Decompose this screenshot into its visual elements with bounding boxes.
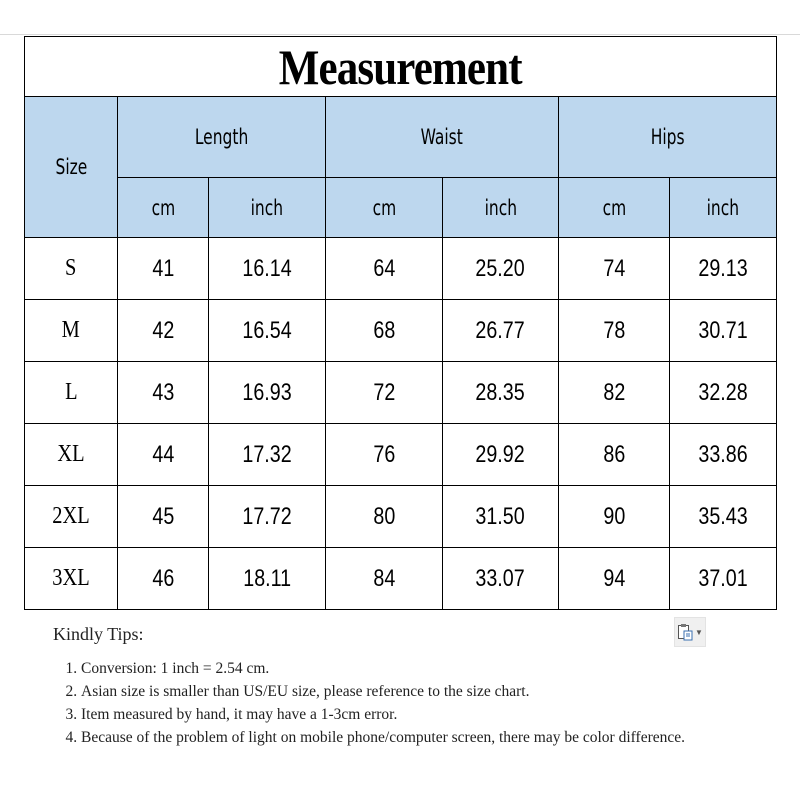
value-cell [443,548,559,610]
value-cell [559,486,670,548]
value-cell [443,424,559,486]
cell-value: 28.35 [475,378,526,406]
chevron-down-icon: ▼ [695,627,703,637]
table-row [25,238,777,300]
table-row [25,548,777,610]
cell-value: 94 [603,564,625,592]
table-row [25,362,777,424]
unit-header-cell [326,178,443,238]
cell-value: 16.54 [242,316,292,344]
cell-value: 80 [373,502,395,530]
tips-title: Kindly Tips: [53,624,144,644]
group-header-length [118,97,326,178]
unit-header-cell [443,178,559,238]
tips-list [53,657,753,749]
size-header-cell [25,97,118,238]
group-header-hips [559,97,777,178]
unit-header-cell [209,178,326,238]
unit-label: cm [151,195,175,220]
tip-item: 2. Asian size is smaller than US/EU size, please reference to the size chart. [81,680,753,703]
size-label: XL [57,441,85,467]
cell-value: 35.43 [698,502,748,530]
size-chart-table [24,36,777,610]
size-cell [25,238,118,300]
value-cell [209,362,326,424]
cell-value: 25.20 [475,254,526,282]
table-title: Measurement [279,38,522,95]
cell-value: 42 [152,316,174,344]
table-row [25,424,777,486]
unit-label: cm [602,195,626,220]
value-cell [443,238,559,300]
cell-value: 82 [603,378,625,406]
value-cell [118,362,209,424]
value-cell [209,238,326,300]
value-cell [559,362,670,424]
value-cell [670,238,777,300]
value-cell [559,548,670,610]
value-cell [326,548,443,610]
group-label-waist: Waist [420,125,464,149]
cell-value: 16.93 [242,378,292,406]
cell-value: 76 [373,440,395,468]
cell-value: 78 [603,316,625,344]
value-cell [559,424,670,486]
value-cell [118,238,209,300]
table-row [25,486,777,548]
cell-value: 30.71 [698,316,748,344]
value-cell [326,486,443,548]
cell-value: 17.72 [242,502,292,530]
cell-value: 31.50 [475,502,526,530]
value-cell [326,362,443,424]
size-label: 3XL [52,565,90,591]
value-cell [670,424,777,486]
value-cell [443,362,559,424]
value-cell [209,300,326,362]
cell-value: 33.86 [698,440,748,468]
cell-value: 43 [152,378,174,406]
value-cell [670,362,777,424]
value-cell [443,300,559,362]
cell-value: 41 [152,254,174,282]
cell-value: 90 [603,502,625,530]
cell-value: 18.11 [243,564,291,592]
size-label: L [64,379,78,405]
value-cell [118,300,209,362]
size-header: Size [55,155,87,179]
cell-value: 29.13 [698,254,748,282]
unit-label: inch [484,195,517,220]
size-cell [25,362,118,424]
group-label-hips: Hips [650,125,685,149]
unit-label: inch [706,195,740,220]
cell-value: 68 [373,316,395,344]
table-title-cell [25,37,777,97]
cell-value: 26.77 [475,316,526,344]
tip-item: 4. Because of the problem of light on mobile phone/computer screen, there may be color difference. [81,726,753,749]
value-cell [209,424,326,486]
unit-header-cell [670,178,777,238]
tip-item: 3. Item measured by hand, it may have a 1-3cm error. [81,703,753,726]
unit-label: cm [372,195,396,220]
size-cell [25,548,118,610]
top-divider [0,34,800,35]
value-cell [118,486,209,548]
cell-value: 86 [603,440,625,468]
value-cell [443,486,559,548]
size-label: 2XL [52,503,90,529]
cell-value: 37.01 [698,564,748,592]
cell-value: 32.28 [698,378,748,406]
cell-value: 44 [152,440,174,468]
value-cell [118,548,209,610]
value-cell [670,486,777,548]
value-cell [326,300,443,362]
unit-header-cell [118,178,209,238]
cell-value: 72 [373,378,395,406]
size-cell [25,424,118,486]
unit-header-cell [559,178,670,238]
table-row [25,300,777,362]
cell-value: 74 [603,254,625,282]
size-cell [25,300,118,362]
value-cell [209,548,326,610]
cell-value: 29.92 [475,440,526,468]
cell-value: 46 [152,564,174,592]
tip-item: 1. Conversion: 1 inch = 2.54 cm. [81,657,753,680]
value-cell [209,486,326,548]
size-cell [25,486,118,548]
group-label-length: Length [194,125,249,149]
cell-value: 16.14 [242,254,292,282]
unit-label: inch [250,195,284,220]
value-cell [670,548,777,610]
value-cell [559,238,670,300]
size-label: M [61,317,81,343]
value-cell [326,238,443,300]
value-cell [559,300,670,362]
value-cell [326,424,443,486]
value-cell [118,424,209,486]
cell-value: 64 [373,254,395,282]
size-label: S [65,255,77,281]
cell-value: 17.32 [242,440,292,468]
value-cell [670,300,777,362]
cell-value: 45 [152,502,174,530]
cell-value: 84 [373,564,395,592]
kindly-tips-section [53,624,753,749]
unit-header-row [25,178,777,238]
group-header-waist [326,97,559,178]
cell-value: 33.07 [475,564,526,592]
